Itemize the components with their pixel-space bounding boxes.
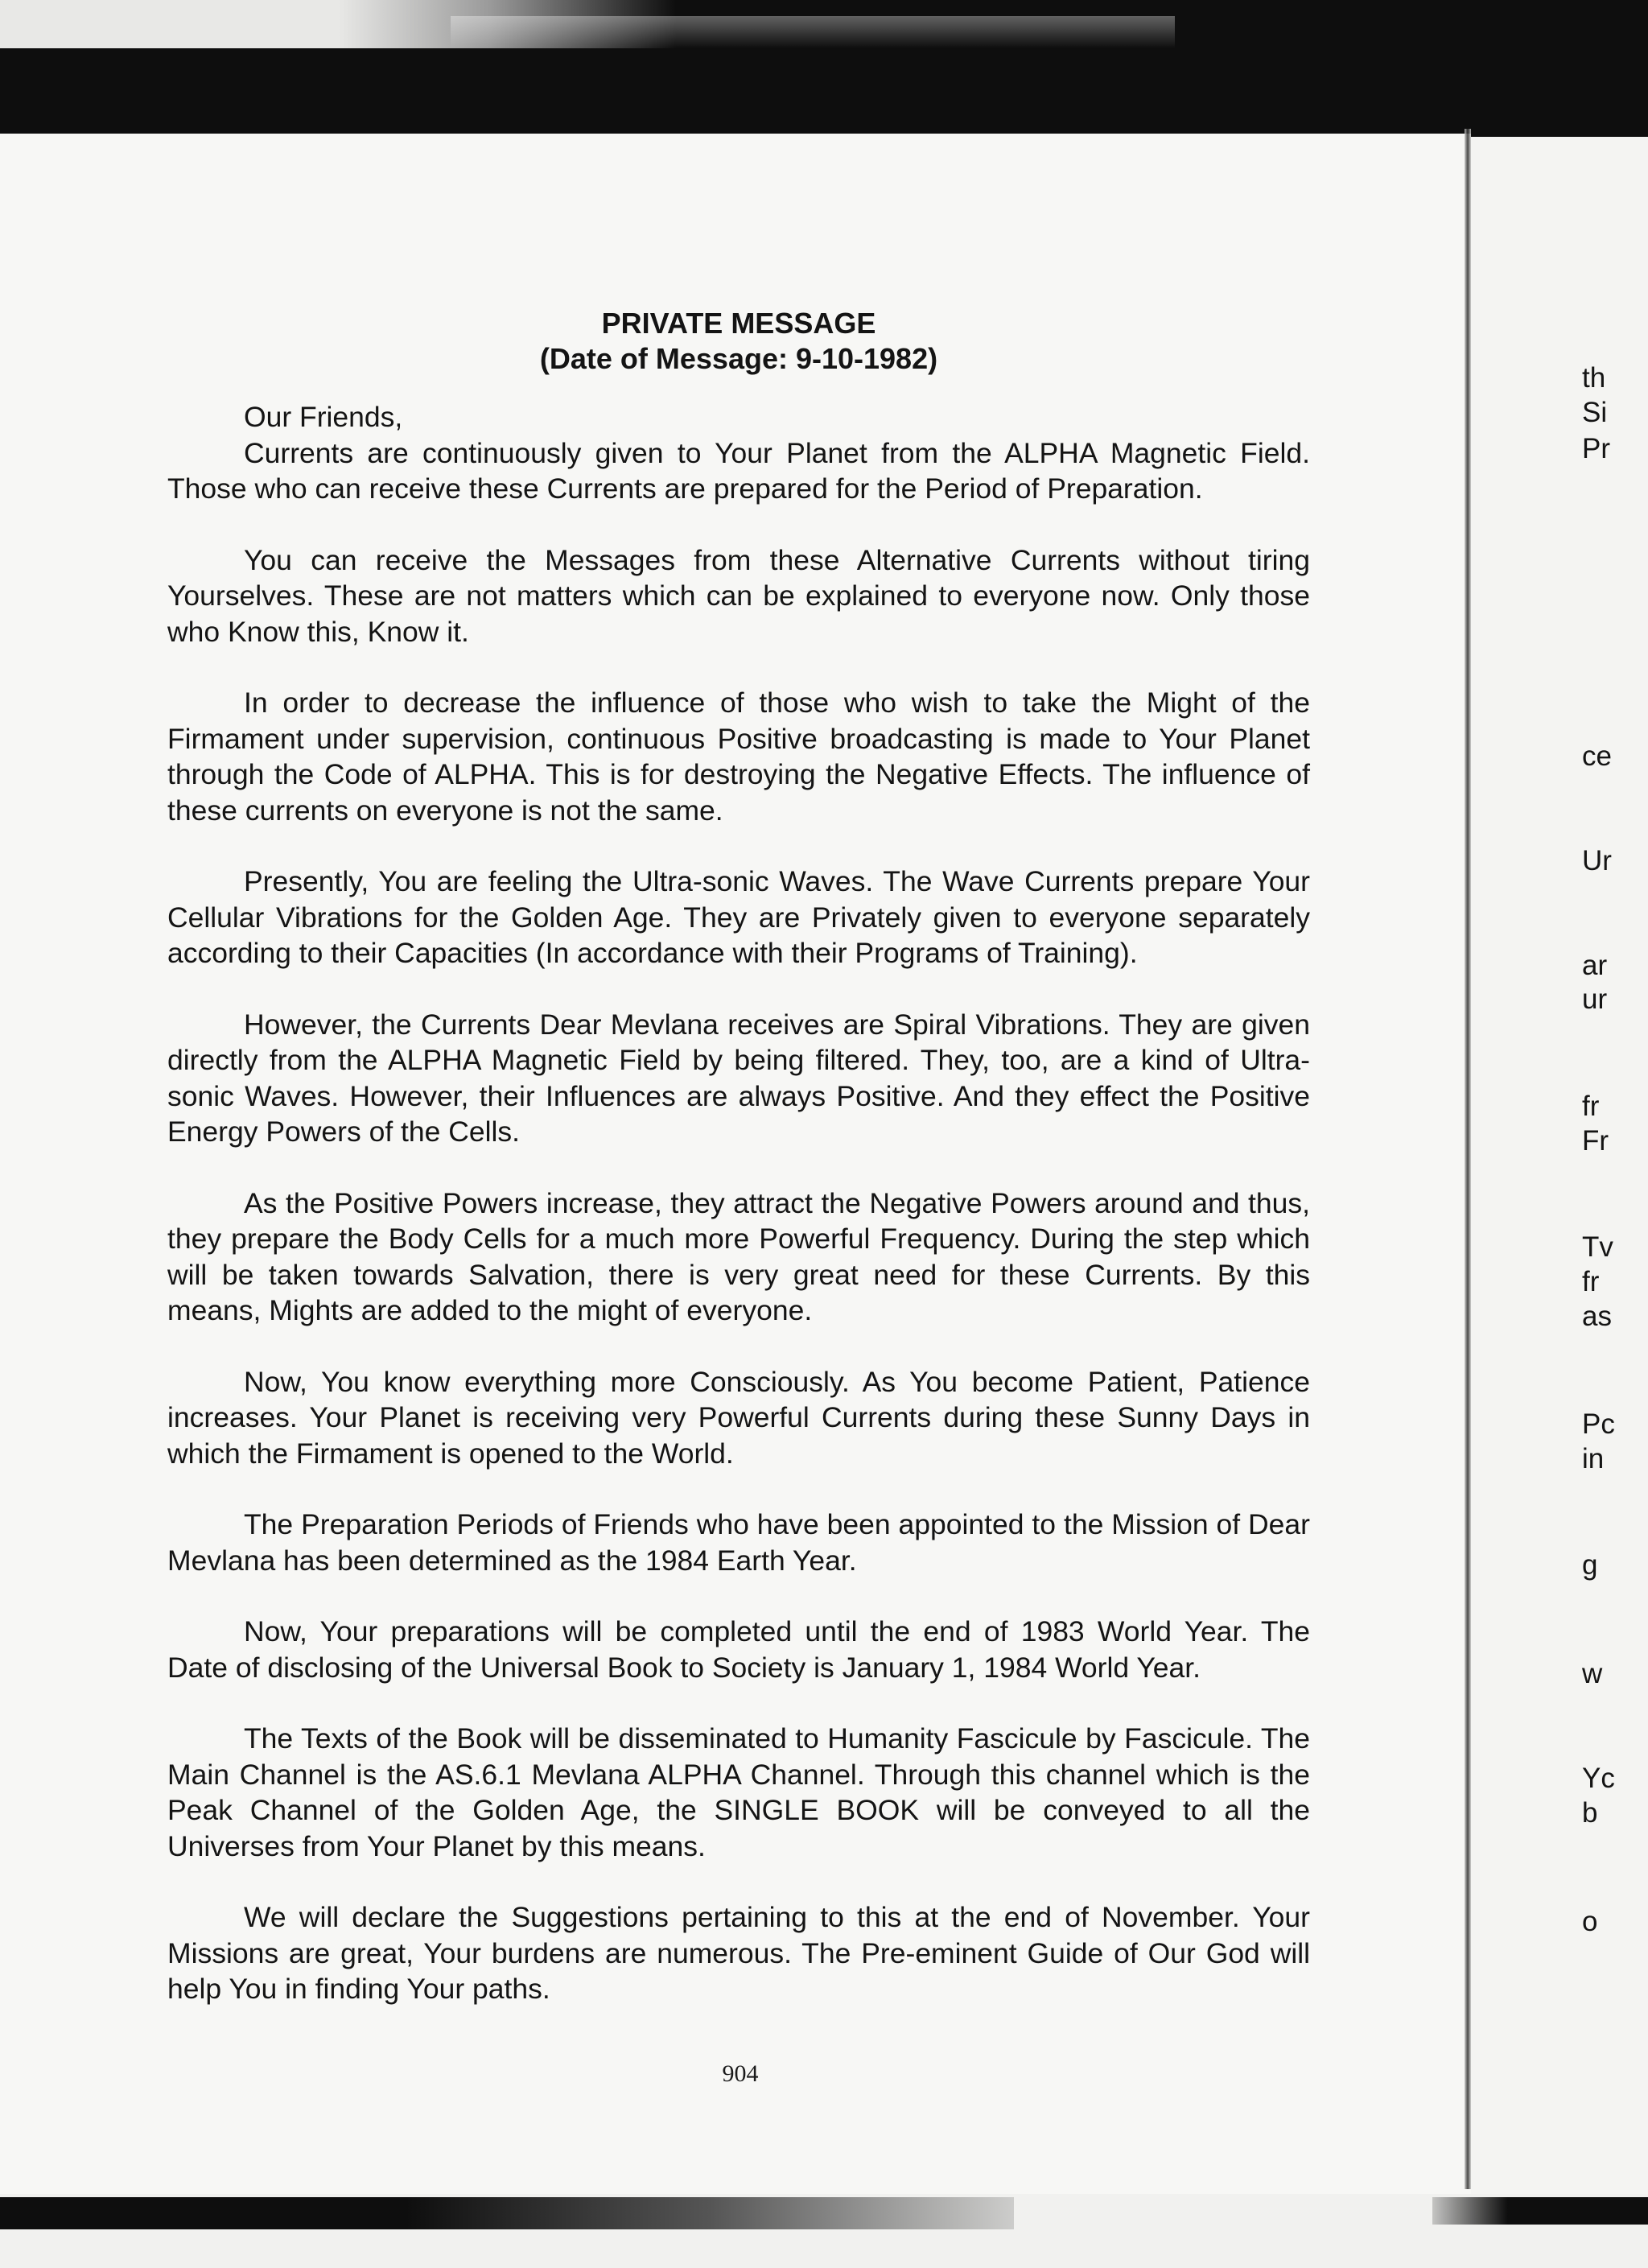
salutation: Our Friends, [244,401,403,433]
paragraph: However, the Currents Dear Mevlana receives are Spiral Vibrations. They are given directly from the ALPHA Magnetic Field by being filtered. They, too, are a kind of Ultra-sonic Waves. However, their Influences are always Positive. And they effect the Positive Energy Powers of the Cells. [167,1008,1310,1148]
right-page-fragment: Pr [1582,433,1610,464]
right-page-fragment: ar [1582,950,1608,981]
paragraph: Currents are continuously given to Your Planet from the ALPHA Magnetic Field. Those who can receive these Currents are prepared for the Period of Preparation. [167,436,1310,505]
scan-edge-bottom-left [0,2197,1014,2229]
scan-edge-top-streak [451,16,1175,48]
scan-edge-bottom-right [1432,2197,1648,2225]
right-page-fragment: w [1582,1658,1603,1689]
right-page-fragment: as [1582,1301,1612,1332]
right-page-fragment: Pc [1582,1408,1615,1440]
paragraph: Now, You know everything more Consciously. As You become Patient, Patience increases. Your Planet is receiving very Powerful Currents during these Sunny Days in which the Firmament is opened to the World. [167,1365,1310,1470]
right-page-fragment: Si [1582,397,1608,428]
paragraph: The Texts of the Book will be disseminated to Humanity Fascicule by Fascicule. The Main Channel is the AS.6.1 Mevlana ALPHA Channel. Through this channel which is the Peak Channel of the Golden Age, the SINGLE BOOK will be conveyed to all the Universes from Your Planet by this means. [167,1722,1310,1862]
right-page [1473,137,1648,2197]
right-page-fragment: Ur [1582,845,1612,876]
right-page-fragment: ur [1582,983,1608,1015]
paragraph: You can receive the Messages from these Alternative Currents without tiring Yourselves. These are not matters which can be explained to everyone now. Only those who Know this, Know it. [167,543,1310,648]
paragraph: In order to decrease the influence of those who wish to take the Might of the Firmament under supervision, continuous Positive broadcasting is made to Your Planet through the Code of ALPHA. This is for destroying the Negative Effects. The influence of these currents on everyone is not the same. [167,687,1310,827]
right-page-fragment: Tv [1582,1231,1613,1263]
paragraph: Now, Your preparations will be completed until the end of 1983 World Year. The Date of disclosing of the Universal Book to Society is January 1, 1984 World Year. [167,1615,1310,1684]
paragraph: We will declare the Suggestions pertaining to this at the end of November. Your Missions are great, Your burdens are numerous. The Pre-eminent Guide of Our God will help You in finding Your paths. [167,1901,1310,2005]
right-page-fragment: b [1582,1797,1598,1829]
paragraph: As the Positive Powers increase, they attract the Negative Powers around and thus, they prepare the Body Cells for a much more Powerful Frequency. During the step which will be taken towards Salvation, there is very great need for these Currents. By this means, Mights are added to the might of everyone. [167,1186,1310,1326]
right-page-fragment: o [1582,1906,1598,1937]
message-title: PRIVATE MESSAGE [601,307,876,340]
right-page-fragment: fr [1582,1091,1600,1122]
message-body [167,306,1310,2007]
message-date: (Date of Message: 9-10-1982) [539,342,938,375]
paragraph: The Preparation Periods of Friends who have been appointed to the Mission of Dear Mevlana has been determined as the 1984 Earth Year. [167,1508,1310,1577]
book-gutter [1465,129,1471,2189]
right-page-fragment: Yc [1582,1763,1615,1794]
right-page-fragment: g [1582,1549,1598,1581]
paragraph: Presently, You are feeling the Ultra-sonic Waves. The Wave Currents prepare Your Cellular Vibrations for the Golden Age. They are Privately given to everyone separately according to their Capacities (In accordance with their Programs of Training). [167,865,1310,969]
right-page-fragment: th [1582,362,1606,394]
right-page-fragment: ce [1582,740,1612,772]
page-number: 904 [722,2060,759,2087]
right-page-fragment: Fr [1582,1125,1609,1157]
right-page-fragment: in [1582,1443,1605,1474]
right-page-fragment: fr [1582,1266,1600,1297]
